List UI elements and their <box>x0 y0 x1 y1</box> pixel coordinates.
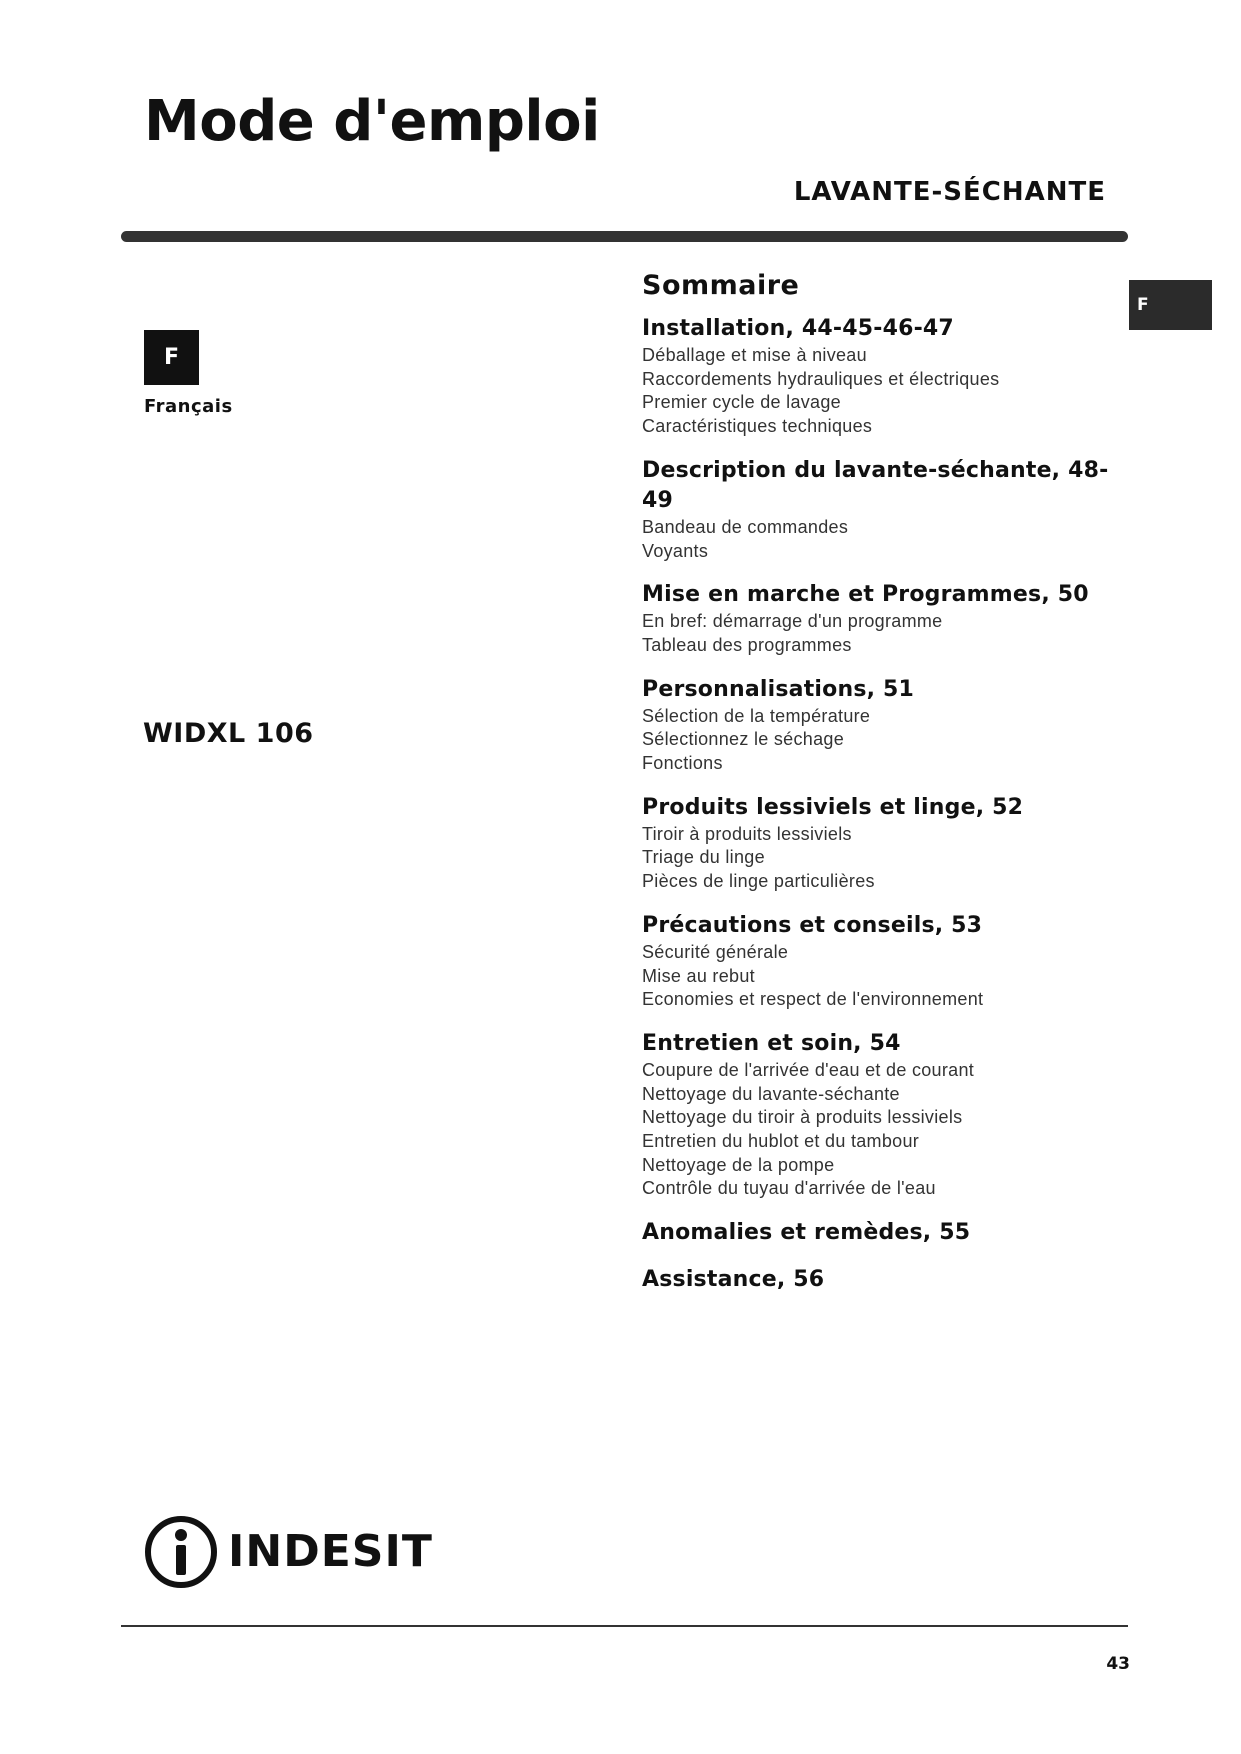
toc-item: Nettoyage de la pompe <box>642 1154 835 1175</box>
toc-item: Tableau des programmes <box>642 634 852 655</box>
toc-item: Sélectionnez le séchage <box>642 729 845 750</box>
toc-item: Premier cycle de lavage <box>642 392 841 413</box>
indesit-i-logo-icon <box>144 1515 218 1589</box>
toc-item: Bandeau de commandes <box>642 516 849 537</box>
product-type: LAVANTE-SÉCHANTE <box>793 177 1106 207</box>
toc-item: Nettoyage du lavante-séchante <box>642 1083 900 1104</box>
toc-section <box>642 911 1122 1012</box>
table-of-contents <box>642 268 1122 1312</box>
toc-item: Déballage et mise à niveau <box>642 345 867 365</box>
toc-item: Mise au rebut <box>642 965 755 986</box>
toc-section <box>642 1218 1122 1248</box>
toc-section <box>642 314 1122 439</box>
toc-item: Coupure de l'arrivée d'eau et de courant <box>642 1059 975 1080</box>
toc-item: Tiroir à produits lessiviels <box>642 823 852 844</box>
brand-logo <box>144 1516 433 1588</box>
toc-item: Economies et respect de l'environnement <box>642 989 984 1010</box>
toc-item: Raccordements hydrauliques et électriques <box>642 368 1000 389</box>
toc-section-heading: Produits lessiviels et linge, 52 <box>642 794 1024 820</box>
toc-item: Entretien du hublot et du tambour <box>642 1131 920 1152</box>
toc-sections <box>642 314 1122 1295</box>
toc-section <box>642 675 1122 776</box>
brand-name: INDESIT <box>228 1526 433 1577</box>
toc-item: Triage du linge <box>642 847 765 868</box>
toc-section-heading: Description du lavante-séchante, 48-49 <box>642 457 1109 513</box>
toc-item: Voyants <box>642 540 709 561</box>
toc-section-heading: Mise en marche et Programmes, 50 <box>642 582 1089 608</box>
toc-section-heading: Précautions et conseils, 53 <box>642 912 983 938</box>
toc-item: En bref: démarrage d'un programme <box>642 611 943 632</box>
toc-item: Contrôle du tuyau d'arrivée de l'eau <box>642 1178 936 1199</box>
toc-section <box>642 793 1122 894</box>
toc-item: Caractéristiques techniques <box>642 416 873 437</box>
toc-section <box>642 1029 1122 1201</box>
toc-section-heading: Personnalisations, 51 <box>642 676 915 702</box>
language-badge: F <box>144 330 199 385</box>
toc-item: Pièces de linge particulières <box>642 871 875 892</box>
toc-item: Sélection de la température <box>642 705 871 726</box>
toc-section-heading: Installation, 44-45-46-47 <box>642 316 954 341</box>
bottom-divider <box>121 1625 1128 1627</box>
model-number: WIDXL 106 <box>143 718 314 749</box>
toc-section <box>642 1265 1122 1295</box>
toc-item: Fonctions <box>642 753 723 774</box>
toc-item: Nettoyage du tiroir à produits lessiviels <box>642 1107 963 1128</box>
top-divider <box>121 231 1128 242</box>
toc-section-heading: Entretien et soin, 54 <box>642 1030 901 1056</box>
toc-section <box>642 580 1122 657</box>
toc-section-heading: Assistance, 56 <box>642 1267 825 1293</box>
page-number: 43 <box>1106 1654 1130 1674</box>
toc-section <box>642 456 1122 563</box>
toc-title: Sommaire <box>642 270 800 301</box>
page-title: Mode d'emploi <box>144 89 600 154</box>
language-side-tab: F <box>1129 280 1212 330</box>
toc-item: Sécurité générale <box>642 941 789 962</box>
toc-section-heading: Anomalies et remèdes, 55 <box>642 1220 971 1246</box>
language-label: Français <box>144 396 233 417</box>
